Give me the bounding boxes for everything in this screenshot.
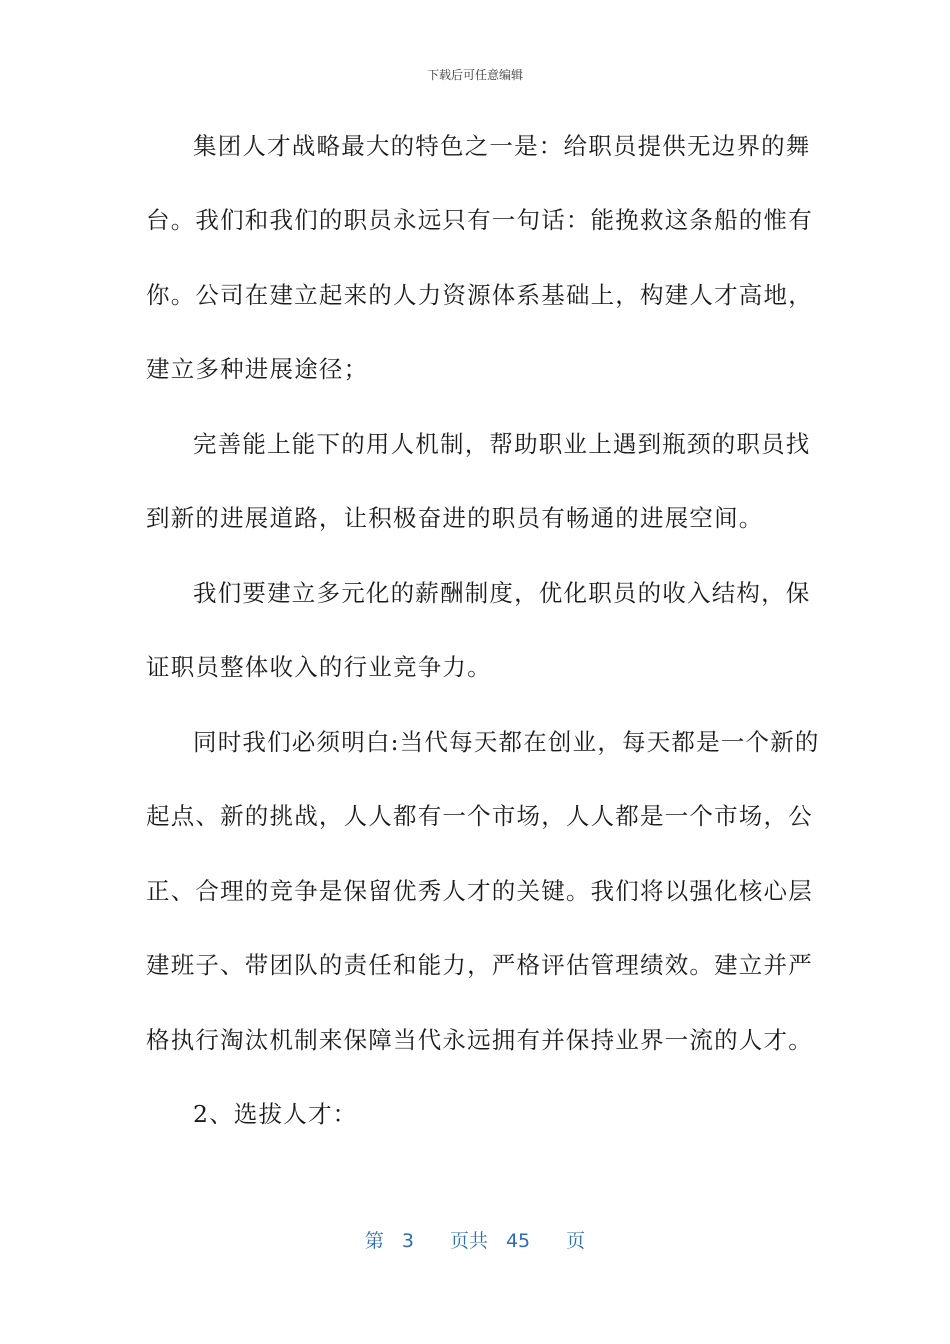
paragraph-1-line-3: 你。公司在建立起来的人力资源体系基础上，构建人才高地， [146, 281, 813, 309]
paragraph-4-line-4: 建班子、带团队的责任和能力，严格评估管理绩效。建立并严 [146, 951, 813, 979]
current-page-number: 3 [401, 1230, 414, 1252]
paragraph-4-line-3: 正、合理的竞争是保留优秀人才的关键。我们将以强化核心层 [146, 877, 813, 905]
paragraph-2-line-2: 到新的进展道路，让积极奋进的职员有畅通的进展空间。 [146, 504, 764, 532]
paragraph-4-line-1: 同时我们必须明白:当代每天都在创业，每天都是一个新的 [193, 728, 820, 756]
total-pages: 45 [505, 1230, 531, 1252]
paragraph-1-line-1: 集团人才战略最大的特色之一是：给职员提供无边界的舞 [193, 132, 811, 160]
paragraph-2-line-1: 完善能上能下的用人机制，帮助职业上遇到瓶颈的职员找 [193, 430, 811, 458]
section-heading: 2、选拔人才： [193, 1100, 358, 1128]
paragraph-1-line-2: 台。我们和我们的职员永远只有一句话：能挽救这条船的惟有 [146, 206, 813, 234]
footer-suffix: 页 [566, 1230, 586, 1252]
footer-middle: 页共 [449, 1230, 488, 1252]
page-footer [0, 1226, 950, 1253]
paragraph-1-line-4: 建立多种进展途径； [146, 355, 369, 383]
paragraph-4-line-5: 格执行淘汰机制来保障当代永远拥有并保持业界一流的人才。 [146, 1026, 813, 1054]
paragraph-3-line-1: 我们要建立多元化的薪酬制度，优化职员的收入结构，保 [193, 579, 811, 607]
footer-prefix: 第 [364, 1230, 384, 1252]
paragraph-4-line-2: 起点、新的挑战，人人都有一个市场，人人都是一个市场，公 [146, 802, 813, 830]
paragraph-3-line-2: 证职员整体收入的行业竞争力。 [146, 653, 492, 681]
page-header: 下载后可任意编辑 [426, 68, 523, 82]
